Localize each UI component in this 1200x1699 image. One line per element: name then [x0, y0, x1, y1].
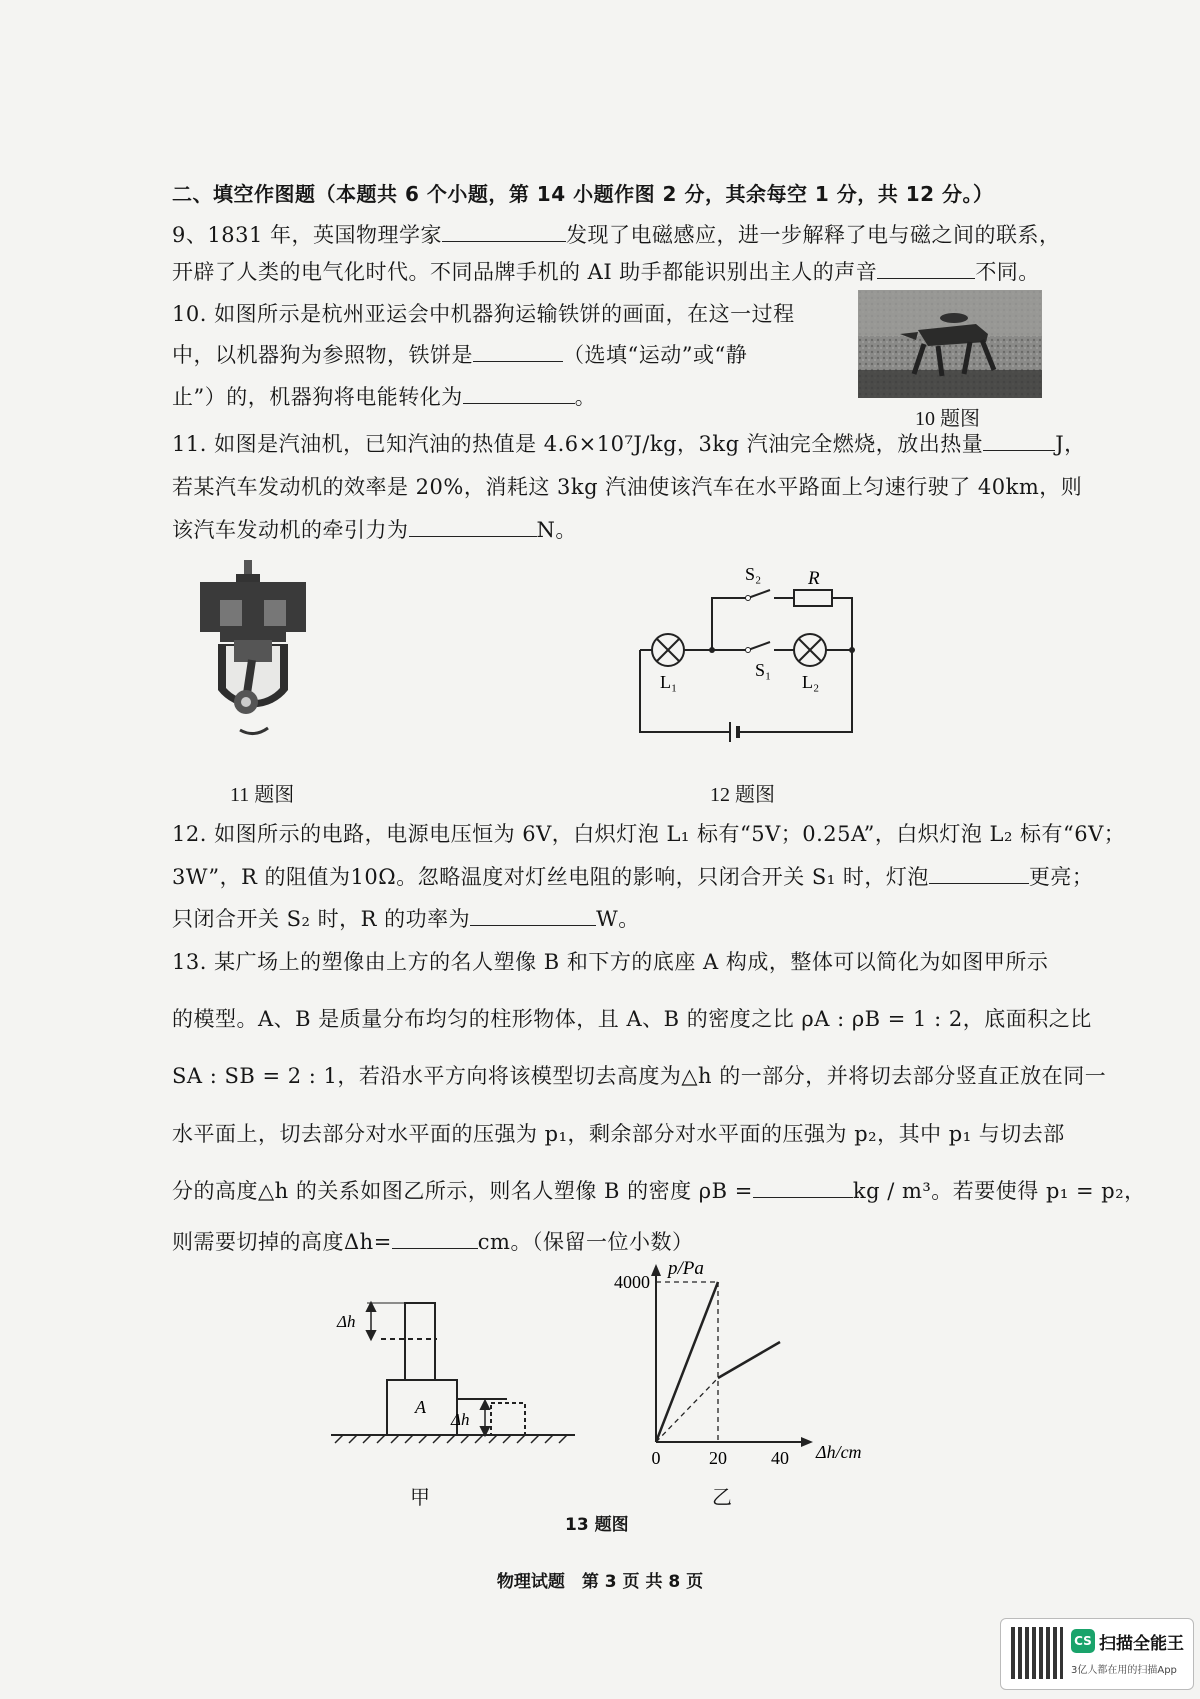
q12-line2 [172, 861, 1093, 891]
answer-blank[interactable] [392, 1230, 478, 1249]
q11-line1 [172, 428, 1086, 458]
series-line-1 [656, 1282, 718, 1442]
q10-text: 中，以机器狗为参照物，铁饼是 [172, 343, 473, 367]
pressure-height-chart [600, 1252, 890, 1482]
label-S1: S₁ [755, 660, 772, 680]
q11-line2: 若某汽车发动机的效率是 20%，消耗这 3kg 汽油使该汽车在水平路面上匀速行驶了 40km，则 [172, 475, 1083, 499]
q13-line1: 13. 某广场上的塑像由上方的名人塑像 B 和下方的底座 A 构成，整体可以简化为如图甲所示 [172, 950, 1049, 974]
circuit-diagram [630, 558, 860, 748]
caption-jia: 甲 [410, 1487, 430, 1509]
q10-line2 [172, 339, 747, 369]
caption-fig10: 10 题图 [915, 408, 980, 430]
q13-text: kg / m³。若要使得 p₁ = p₂， [852, 1179, 1146, 1203]
q11-text: 该汽车发动机的牵引力为 [172, 518, 409, 542]
guide-origin-dashed [656, 1378, 718, 1442]
answer-blank[interactable] [470, 907, 596, 926]
q10-text: 。 [574, 385, 597, 409]
label-dh-top: Δh [337, 1312, 356, 1331]
q10-text: （选填“运动”或“静 [563, 343, 748, 367]
q12-text: 3W”，R 的阻值为10Ω。忽略温度对灯丝电阻的影响，只闭合开关 S₁ 时，灯泡 [172, 865, 929, 889]
statue-model-diagram [325, 1285, 595, 1460]
answer-blank[interactable] [473, 343, 563, 362]
q9-text: 不同。 [975, 260, 1040, 284]
q12-line1: 12. 如图所示的电路，电源电压恒为 6V，白炽灯泡 L₁ 标有“5V；0.25A”，白炽灯泡 L₂ 标有“6V； [172, 822, 1126, 846]
label-L2: L₂ [802, 672, 820, 692]
answer-blank[interactable] [409, 518, 537, 537]
badge-tagline: 3亿人都在用的扫描App [1071, 1665, 1177, 1676]
label-L1: L₁ [660, 672, 678, 692]
label-dh-cut: Δh [451, 1410, 470, 1429]
page-footer: 物理试题 第 3 页 共 8 页 [496, 1572, 704, 1592]
x-tick-label: 20 [709, 1448, 727, 1468]
x-tick-label: 0 [651, 1448, 661, 1468]
q9-text: 9、1831 年，英国物理学家 [172, 223, 442, 247]
series-line-2 [718, 1342, 780, 1378]
q10-line3 [172, 381, 596, 411]
q11-line3 [172, 514, 577, 544]
q13-line4: 水平面上，切去部分对水平面的压强为 p₁，剩余部分对水平面的压强为 p₂，其中 p₁ 与切去部 [172, 1122, 1065, 1146]
scanner-watermark-badge [1000, 1618, 1194, 1690]
answer-blank[interactable] [877, 260, 975, 279]
q13-text: cm。（保留一位小数） [477, 1230, 694, 1254]
q13-text: 分的高度△h 的关系如图乙所示，则名人塑像 B 的密度 ρB = [172, 1179, 753, 1203]
q12-line3 [172, 903, 640, 933]
answer-blank[interactable] [983, 432, 1055, 451]
gasoline-engine-diagram [190, 560, 320, 760]
q13-line5 [172, 1175, 1146, 1205]
caption-yi: 乙 [712, 1487, 732, 1509]
q13-line3: SA : SB = 2 : 1，若沿水平方向将该模型切去高度为△h 的一部分，并将切去部分竖直正放在同一 [172, 1064, 1107, 1088]
robot-dog-photo [858, 290, 1042, 398]
q12-text: 只闭合开关 S₂ 时，R 的功率为 [172, 907, 471, 931]
q11-text: N。 [536, 518, 577, 542]
answer-blank[interactable] [463, 385, 575, 404]
q9-text: 开辟了人类的电气化时代。不同品牌手机的 AI 助手都能识别出主人的声音 [172, 260, 878, 284]
section-heading: 二、填空作图题（本题共 6 个小题，第 14 小题作图 2 分，其余每空 1 分，共 12 分。） [172, 182, 994, 206]
q11-text: J， [1055, 432, 1086, 456]
caption-fig12: 12 题图 [710, 784, 775, 806]
caption-fig11: 11 题图 [230, 784, 295, 806]
qr-code-icon [1011, 1627, 1063, 1679]
x-axis-label: Δh/cm [816, 1442, 862, 1462]
label-A: A [415, 1397, 426, 1417]
label-R: R [808, 568, 820, 589]
q13-text: 则需要切掉的高度Δh= [172, 1230, 392, 1254]
q9-line1 [172, 219, 1060, 249]
answer-blank[interactable] [442, 223, 566, 242]
y-axis-label: p/Pa [668, 1258, 704, 1279]
q9-text: 发现了电磁感应，进一步解释了电与磁之间的联系， [565, 223, 1061, 247]
q10-text: 止”）的，机器狗将电能转化为 [172, 385, 463, 409]
camscanner-logo-icon: CS [1071, 1629, 1095, 1653]
label-S2: S₂ [745, 564, 762, 584]
caption-fig13: 13 题图 [565, 1515, 629, 1535]
y-tick-label: 4000 [614, 1272, 650, 1292]
q13-line2: 的模型。A、B 是质量分布均匀的柱形物体，且 A、B 的密度之比 ρA : ρB = 1 : 2，底面积之比 [172, 1007, 1092, 1031]
q12-text: 更亮； [1028, 865, 1094, 889]
x-tick-label: 40 [771, 1448, 789, 1468]
q9-line2 [172, 256, 1040, 286]
answer-blank[interactable] [753, 1179, 853, 1198]
q12-text: W。 [596, 907, 640, 931]
badge-brand: 扫描全能王 [1099, 1634, 1184, 1654]
q10-line1: 10. 如图所示是杭州亚运会中机器狗运输铁饼的画面，在这一过程 [172, 302, 795, 326]
answer-blank[interactable] [929, 865, 1029, 884]
q11-text: 11. 如图是汽油机，已知汽油的热值是 4.6×10⁷J/kg，3kg 汽油完全燃烧，放出热量 [172, 432, 984, 456]
